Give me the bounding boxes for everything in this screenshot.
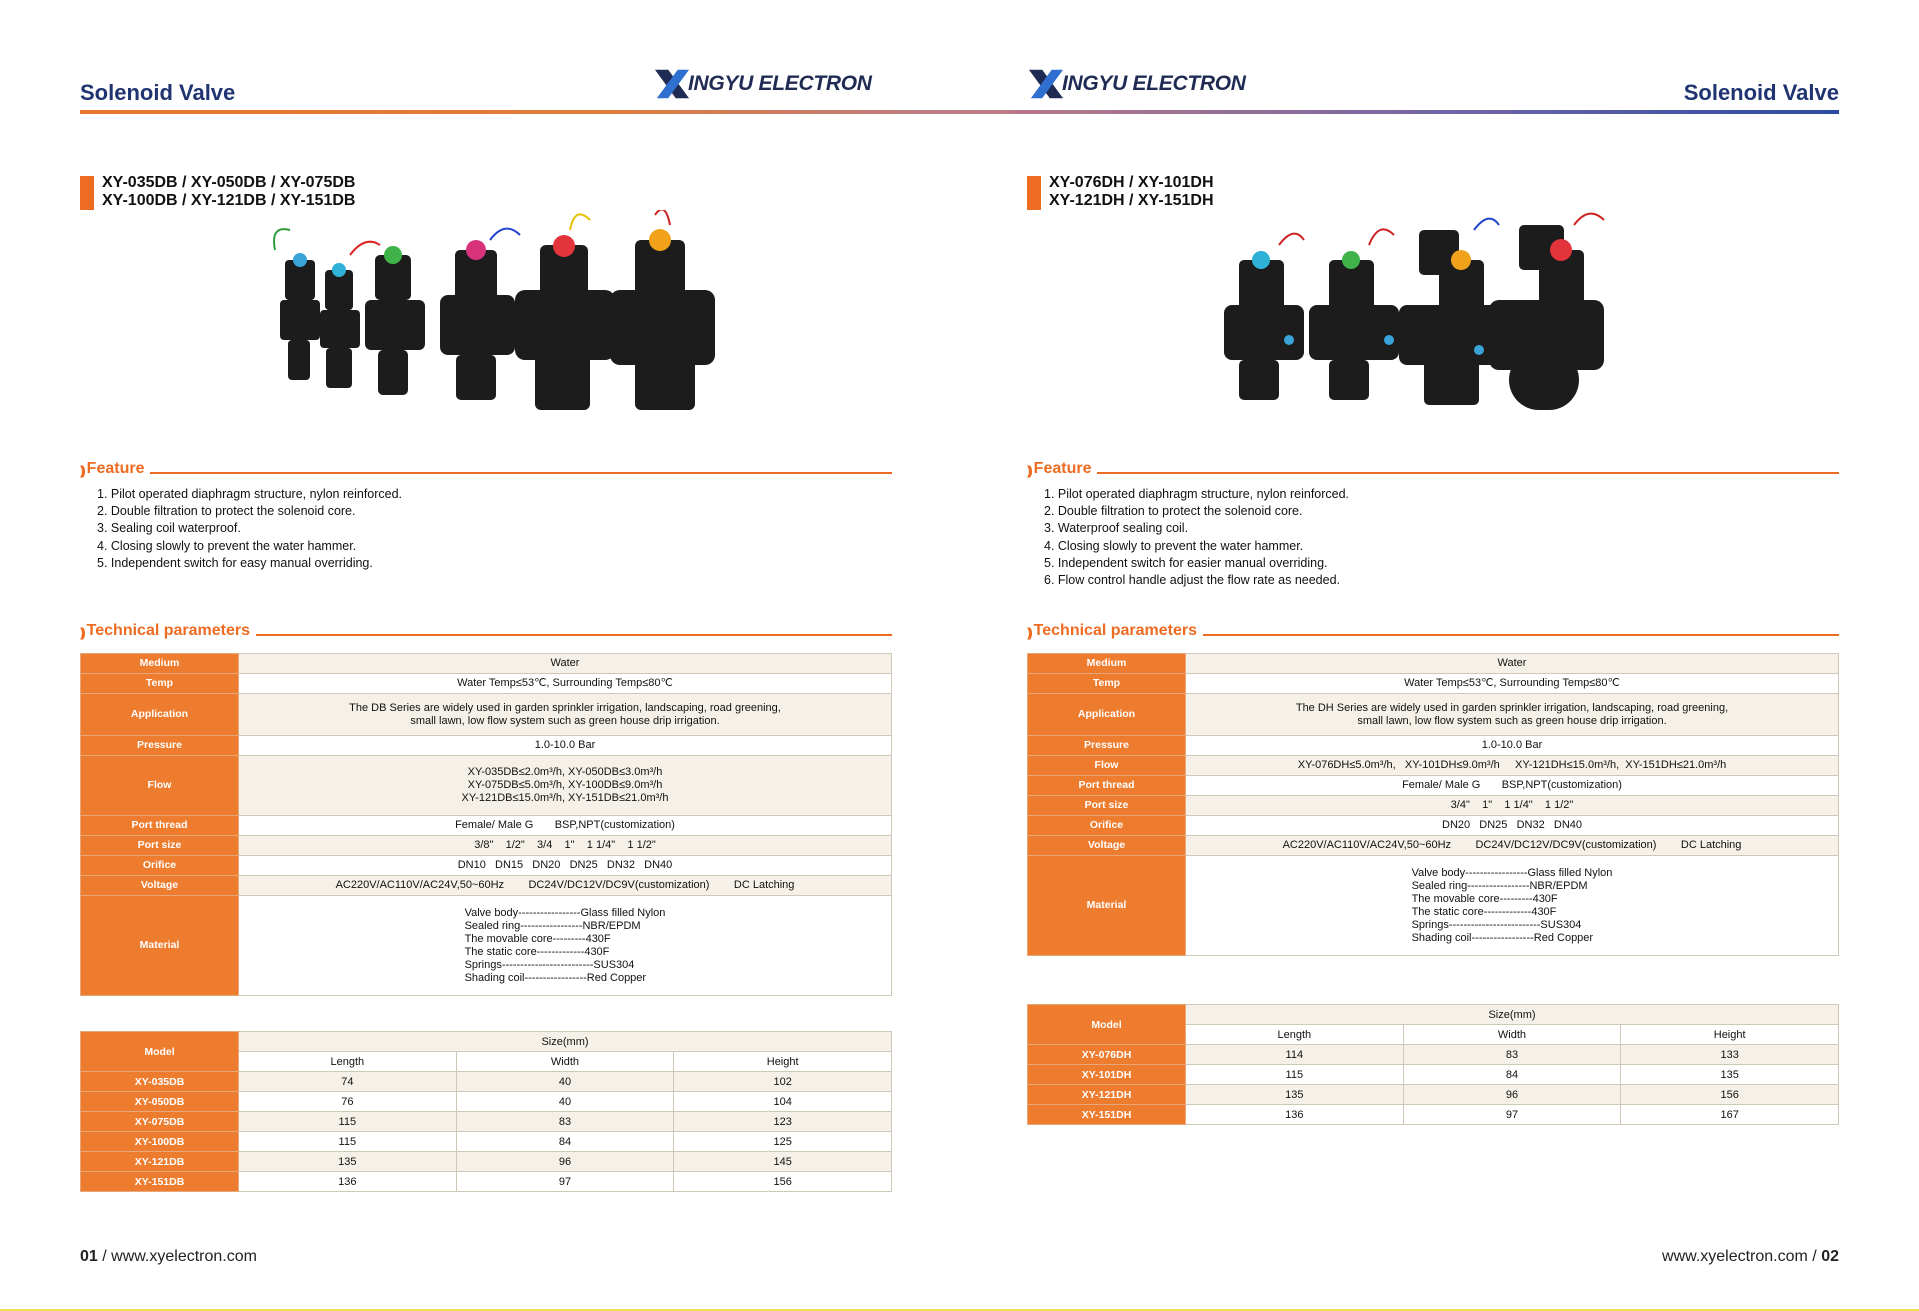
- feature-item: 1. Pilot operated diaphragm structure, nylon reinforced.: [1044, 487, 1350, 501]
- model-heading: [1027, 174, 1214, 210]
- tech-section-header: )) Technical parameters: [1027, 622, 1839, 640]
- heading-marker: [1027, 176, 1041, 210]
- brand-logo: INGYU ELECTRON: [653, 64, 893, 104]
- page-right: [959, 0, 1919, 1311]
- footer-url[interactable]: / www.xyelectron.com: [102, 1248, 257, 1265]
- table-row: XY-076DH 114 83 133: [1028, 1045, 1839, 1065]
- feature-item: 3. Waterproof sealing coil.: [1044, 521, 1189, 536]
- table-row: XY-101DH 115 84 135: [1028, 1065, 1839, 1085]
- brand-logo: INGYU ELECTRON: [1027, 64, 1267, 104]
- table-row: XY-050DB 76 40 104: [81, 1092, 892, 1112]
- xingyu-logo-icon: [653, 66, 691, 102]
- param-row: Temp Water Temp≤53℃, Surrounding Temp≤80℃: [81, 674, 892, 694]
- feature-item: 2. Double filtration to protect the solenoid core.: [1044, 504, 1303, 519]
- feature-list: [97, 486, 402, 572]
- heading-marker: [80, 176, 94, 210]
- param-row: Orifice DN10 DN15 DN20 DN25 DN32 DN40: [81, 856, 892, 876]
- param-row: Medium Water: [1028, 654, 1839, 674]
- product-photo: [260, 210, 720, 410]
- param-row: Port size 3/8" 1/2" 3/4 1" 1 1/4" 1 1/2": [81, 836, 892, 856]
- param-row: Port thread Female/ Male G BSP,NPT(customization): [81, 816, 892, 836]
- feature-item: 2. Double filtration to protect the solenoid core.: [97, 504, 356, 519]
- size-table: [1027, 1004, 1839, 1125]
- header-rule: [80, 110, 960, 114]
- table-row: Model Size(mm): [1028, 1005, 1839, 1025]
- model-heading: [80, 174, 355, 210]
- table-row: XY-035DB 74 40 102: [81, 1072, 892, 1092]
- param-row: Pressure 1.0-10.0 Bar: [81, 736, 892, 756]
- header-rule: [959, 110, 1839, 114]
- param-row: Flow XY-076DH≤5.0m³/h, XY-101DH≤9.0m³/h XY-121DH≤15.0m³/h, XY-151DH≤21.0m³/h: [1028, 756, 1839, 776]
- tech-params-table: [80, 653, 892, 996]
- table-row: XY-121DH 135 96 156: [1028, 1085, 1839, 1105]
- feature-item: 4. Closing slowly to prevent the water hammer.: [97, 538, 357, 553]
- param-row: Material Valve body-----------------Glass filled Nylon Sealed ring-----------------NBR/EPDM The movable core---------430F The static core-------------430F Springs-------------------------SUS304 Shading coil-----------------Red Copper: [1028, 856, 1839, 956]
- page-footer: [80, 1248, 257, 1266]
- size-table: [80, 1031, 892, 1192]
- feature-item: 4. Closing slowly to prevent the water hammer.: [1044, 538, 1304, 553]
- page-title: Solenoid Valve: [80, 80, 236, 105]
- param-row: Voltage AC220V/AC110V/AC24V,50~60Hz DC24V/DC12V/DC9V(customization) DC Latching: [1028, 836, 1839, 856]
- param-row: Port thread Female/ Male G BSP,NPT(customization): [1028, 776, 1839, 796]
- param-row: Temp Water Temp≤53℃, Surrounding Temp≤80℃: [1028, 674, 1839, 694]
- product-photo: [1219, 210, 1619, 410]
- param-row: Application The DB Series are widely used in garden sprinkler irrigation, landscaping, road greening, small lawn, low flow system such as green house drip irrigation.: [81, 694, 892, 736]
- model-line: XY-100DB / XY-121DB / XY-151DB: [102, 192, 356, 209]
- param-row: Medium Water: [81, 654, 892, 674]
- table-row: Length Width Height: [1028, 1025, 1839, 1045]
- double-chevron-icon: )): [1027, 625, 1030, 640]
- feature-item: 5. Independent switch for easier manual overriding.: [1044, 555, 1328, 570]
- table-row: XY-151DB 136 97 156: [81, 1172, 892, 1192]
- table-row: Model Size(mm): [81, 1032, 892, 1052]
- table-row: Length Width Height: [81, 1052, 892, 1072]
- feature-section-header: )) Feature: [1027, 460, 1839, 478]
- footer-url[interactable]: www.xyelectron.com /: [1662, 1248, 1817, 1265]
- param-row: Flow XY-035DB≤2.0m³/h, XY-050DB≤3.0m³/h XY-075DB≤5.0m³/h, XY-100DB≤9.0m³/h XY-121DB≤15.0m³/h, XY-151DB≤21.0m³/h: [81, 756, 892, 816]
- feature-item: 3. Sealing coil waterproof.: [97, 521, 241, 536]
- page-title: Solenoid Valve: [1683, 80, 1839, 105]
- page-number: 01: [80, 1248, 98, 1265]
- double-chevron-icon: )): [80, 463, 83, 478]
- param-row: Material Valve body-----------------Glass filled Nylon Sealed ring-----------------NBR/EPDM The movable core---------430F The static core-------------430F Springs-------------------------SUS304 Shading coil-----------------Red Copper: [81, 896, 892, 996]
- param-row: Pressure 1.0-10.0 Bar: [1028, 736, 1839, 756]
- double-chevron-icon: )): [80, 625, 83, 640]
- param-row: Port size 3/4" 1" 1 1/4" 1 1/2": [1028, 796, 1839, 816]
- xingyu-logo-icon: [1027, 66, 1065, 102]
- page-footer: [1662, 1248, 1839, 1266]
- feature-list: [1044, 486, 1349, 589]
- tech-params-table: [1027, 653, 1839, 956]
- model-line: XY-121DH / XY-151DH: [1049, 192, 1214, 209]
- page-number: 02: [1821, 1248, 1839, 1265]
- param-row: Application The DH Series are widely used in garden sprinkler irrigation, landscaping, road greening, small lawn, low flow system such as green house drip irrigation.: [1028, 694, 1839, 736]
- table-row: XY-075DB 115 83 123: [81, 1112, 892, 1132]
- feature-item: 6. Flow control handle adjust the flow rate as needed.: [1044, 573, 1341, 588]
- table-row: XY-121DB 135 96 145: [81, 1152, 892, 1172]
- model-line: XY-035DB / XY-050DB / XY-075DB: [102, 174, 356, 191]
- param-row: Orifice DN20 DN25 DN32 DN40: [1028, 816, 1839, 836]
- feature-item: 5. Independent switch for easy manual overriding.: [97, 555, 373, 570]
- feature-section-header: )) Feature: [80, 460, 892, 478]
- double-chevron-icon: )): [1027, 463, 1030, 478]
- table-row: XY-100DB 115 84 125: [81, 1132, 892, 1152]
- model-line: XY-076DH / XY-101DH: [1049, 174, 1214, 191]
- param-row: Voltage AC220V/AC110V/AC24V,50~60Hz DC24V/DC12V/DC9V(customization) DC Latching: [81, 876, 892, 896]
- tech-section-header: )) Technical parameters: [80, 622, 892, 640]
- feature-item: 1. Pilot operated diaphragm structure, nylon reinforced.: [97, 487, 403, 501]
- table-row: XY-151DH 136 97 167: [1028, 1105, 1839, 1125]
